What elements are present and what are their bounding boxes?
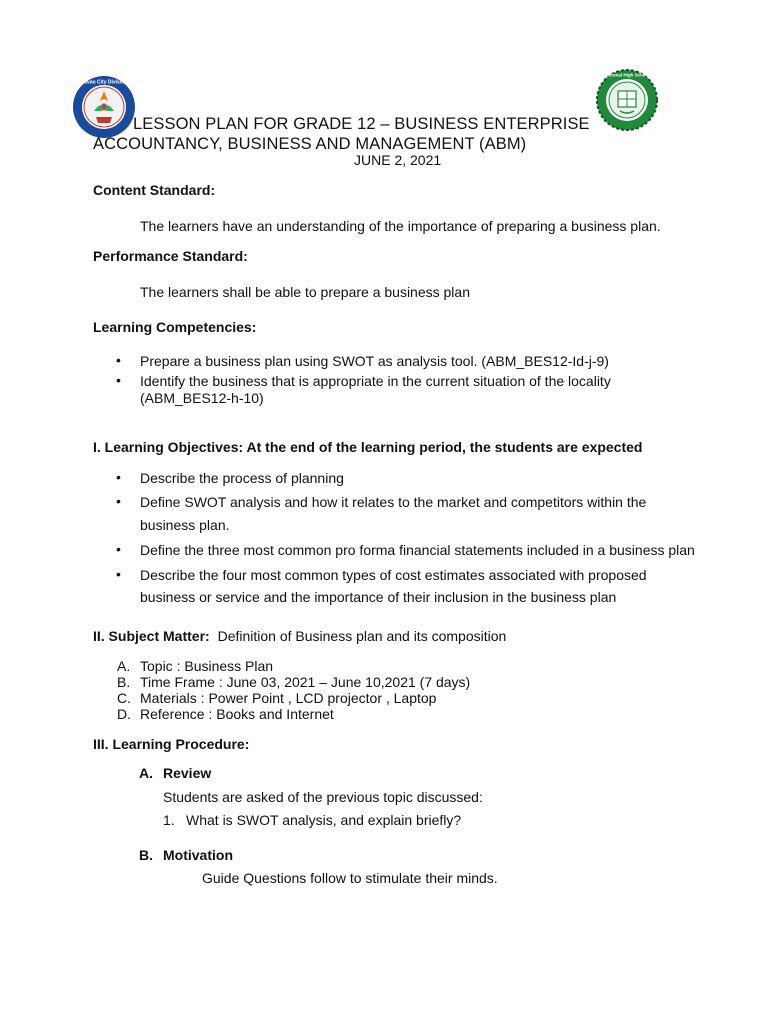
learning-competencies-heading: Learning Competencies: <box>93 319 257 335</box>
subject-marker: C. <box>117 690 131 706</box>
review-question-marker: 1. <box>163 812 175 828</box>
review-marker: A. <box>139 765 153 781</box>
competency-item: Identify the business that is appropriate in the current situation of the locality <box>140 373 611 389</box>
bullet-icon: • <box>116 372 121 388</box>
subject-item: Time Frame : June 03, 2021 – June 10,2021 (7 days) <box>140 674 471 690</box>
subject-marker: A. <box>117 658 131 674</box>
right-logo-text: National High School <box>604 72 650 78</box>
procedure-heading: III. Learning Procedure: <box>93 736 250 752</box>
objective-item: Describe the four most common types of cost estimates associated with proposed <box>140 567 647 583</box>
review-label: Review <box>163 765 212 781</box>
bullet-icon: • <box>116 469 121 485</box>
subject-marker: B. <box>117 674 131 690</box>
content-standard-text: The learners have an understanding of the importance of preparing a business plan. <box>140 218 661 234</box>
motivation-label: Motivation <box>163 847 233 863</box>
subject-marker: D. <box>117 706 131 722</box>
competency-item-continued: (ABM_BES12-h-10) <box>140 390 264 406</box>
subject-item: Reference : Books and Internet <box>140 706 334 722</box>
bullet-icon: • <box>116 493 121 509</box>
competency-item: Prepare a business plan using SWOT as analysis tool. (ABM_BES12-Id-j-9) <box>140 353 609 369</box>
motivation-marker: B. <box>139 847 153 863</box>
division-seal-logo <box>72 75 136 139</box>
document-date: JUNE 2, 2021 <box>354 152 442 168</box>
subject-item: Topic : Business Plan <box>140 658 274 674</box>
left-logo-text: Davao City Division <box>80 79 128 86</box>
content-standard-heading: Content Standard: <box>93 182 216 198</box>
subject-item: Materials : Power Point , LCD projector , Laptop <box>140 690 437 706</box>
objectives-heading: I. Learning Objectives: At the end of the learning period, the students are expected <box>93 439 643 455</box>
objective-item-continued: business or service and the importance of their inclusion in the business plan <box>140 589 617 605</box>
motivation-text: Guide Questions follow to stimulate their minds. <box>202 870 498 886</box>
review-text: Students are asked of the previous topic discussed: <box>163 789 483 805</box>
performance-standard-heading: Performance Standard: <box>93 248 248 264</box>
bullet-icon: • <box>116 352 121 368</box>
subject-matter-text: Definition of Business plan and its composition <box>217 628 507 644</box>
review-question: What is SWOT analysis, and explain briefly? <box>186 812 462 828</box>
bullet-icon: • <box>116 566 121 582</box>
subject-matter-heading: II. Subject Matter: <box>93 628 210 644</box>
document-title-line1: LESSON PLAN FOR GRADE 12 – BUSINESS ENTERPRISE <box>133 115 590 133</box>
bullet-icon: • <box>116 541 121 557</box>
objective-item: Define SWOT analysis and how it relates to the market and competitors within the <box>140 494 647 510</box>
objective-item: Describe the process of planning <box>140 470 344 486</box>
objective-item: Define the three most common pro forma financial statements included in a business plan <box>140 542 695 558</box>
subject-matter-line <box>93 628 506 644</box>
school-seal-logo <box>596 69 658 131</box>
performance-standard-text: The learners shall be able to prepare a business plan <box>140 284 470 300</box>
objective-item-continued: business plan. <box>140 517 230 533</box>
document-title-line2: ACCOUNTANCY, BUSINESS AND MANAGEMENT (ABM) <box>93 135 527 153</box>
